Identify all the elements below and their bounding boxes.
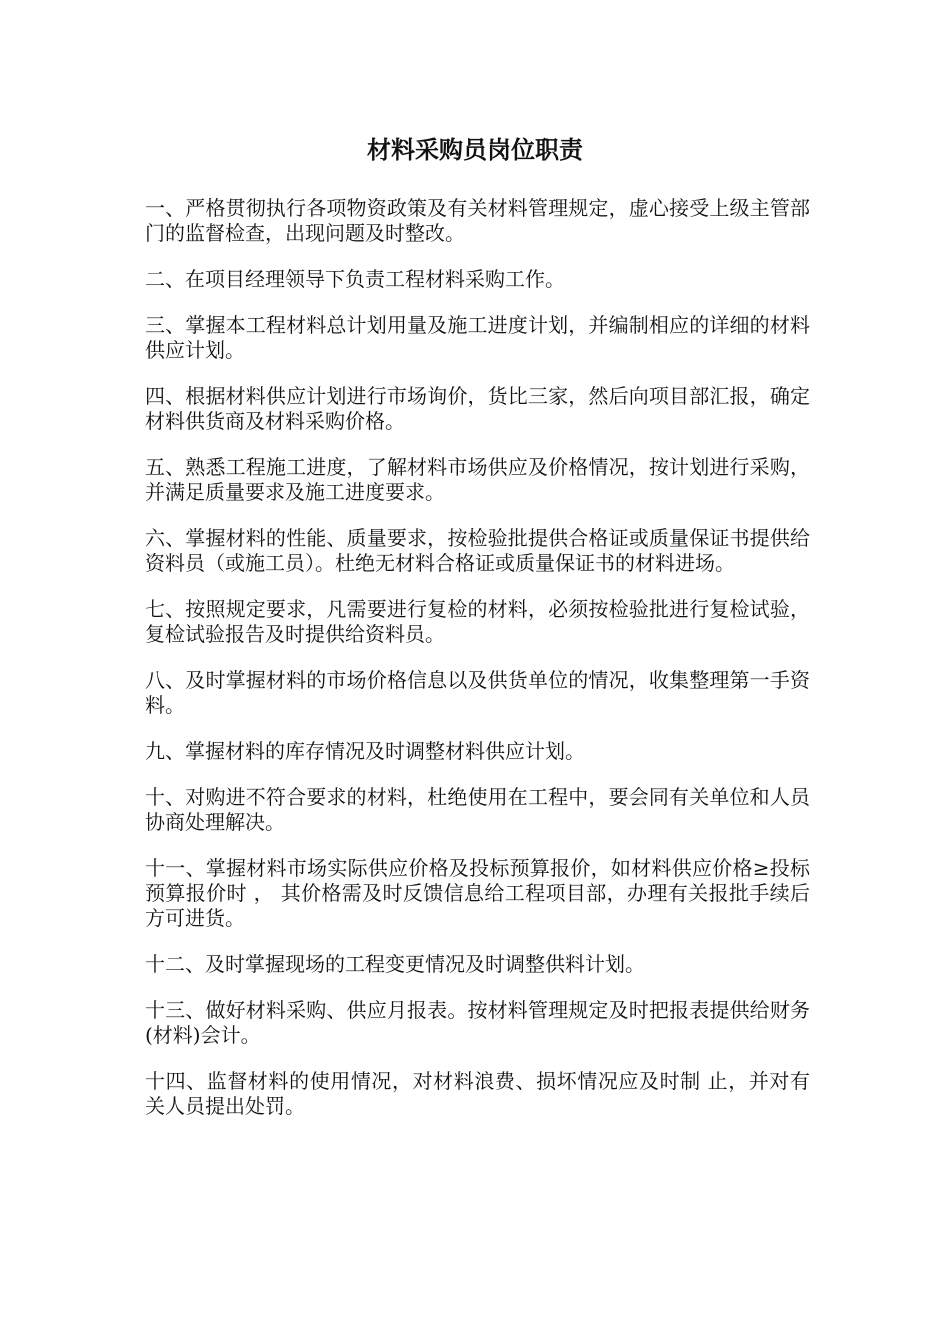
duty-item-1: 一、严格贯彻执行各项物资政策及有关材料管理规定，虚心接受上级主管部门的监督检查，出现问题及时整改。 bbox=[145, 196, 810, 245]
duty-item-6: 六、掌握材料的性能、质量要求，按检验批提供合格证或质量保证书提供给资料员（或施工员）。杜绝无材料合格证或质量保证书的材料进场。 bbox=[145, 526, 810, 575]
duty-item-4: 四、根据材料供应计划进行市场询价，货比三家，然后向项目部汇报，确定材料供货商及材料采购价格。 bbox=[145, 384, 810, 433]
duty-item-14: 十四、监督材料的使用情况，对材料浪费、损坏情况应及时制 止，并对有关人员提出处罚。 bbox=[145, 1069, 810, 1118]
duty-item-13: 十三、做好材料采购、供应月报表。按材料管理规定及时把报表提供给财务(材料)会计。 bbox=[145, 998, 810, 1047]
duty-item-10: 十、对购进不符合要求的材料，杜绝使用在工程中，要会同有关单位和人员协商处理解决。 bbox=[145, 785, 810, 834]
duty-item-5: 五、熟悉工程施工进度，了解材料市场供应及价格情况，按计划进行采购，并满足质量要求及施工进度要求。 bbox=[145, 455, 810, 504]
duty-item-12: 十二、及时掌握现场的工程变更情况及时调整供料计划。 bbox=[145, 952, 645, 976]
duty-item-2: 二、在项目经理领导下负责工程材料采购工作。 bbox=[145, 267, 565, 291]
duty-list bbox=[145, 196, 810, 1140]
duty-item-7: 七、按照规定要求，凡需要进行复检的材料，必须按检验批进行复检试验，复检试验报告及时提供给资料员。 bbox=[145, 597, 810, 646]
duty-item-9: 九、掌握材料的库存情况及时调整材料供应计划。 bbox=[145, 739, 585, 763]
document-title: 材料采购员岗位职责 bbox=[367, 135, 583, 164]
duty-item-11: 十一、掌握材料市场实际供应价格及投标预算报价，如材料供应价格≥投标预算报价时 ， 其价格需及时反馈信息给工程项目部，办理有关报批手续后方可进货。 bbox=[145, 856, 810, 930]
duty-item-8: 八、及时掌握材料的市场价格信息以及供货单位的情况，收集整理第一手资料。 bbox=[145, 668, 810, 717]
duty-item-3: 三、掌握本工程材料总计划用量及施工进度计划，并编制相应的详细的材料供应计划。 bbox=[145, 313, 810, 362]
